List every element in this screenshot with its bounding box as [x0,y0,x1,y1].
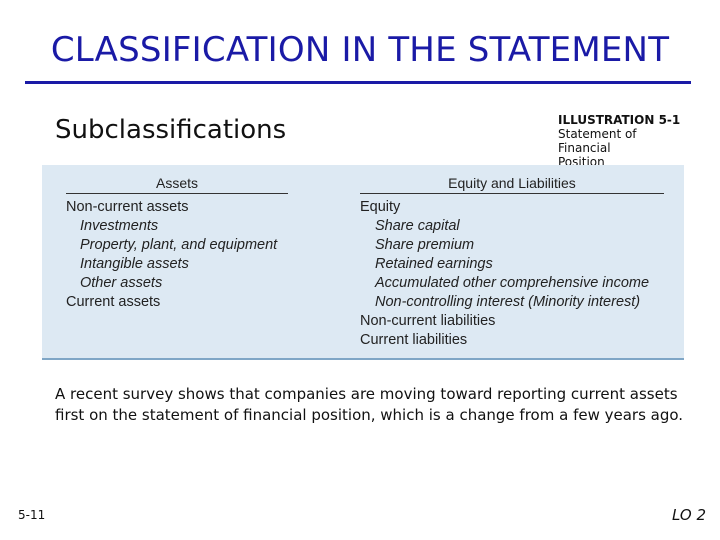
statement-panel [42,165,684,360]
slide-title: CLASSIFICATION IN THE STATEMENT [50,30,670,70]
assets-item: Non-current assets [66,199,189,215]
assets-item: Property, plant, and equipment [80,237,278,253]
equity-item: Share capital [375,218,460,234]
survey-paragraph: A recent survey shows that companies are moving toward reporting current assets first on the statement of financial position, which is a change from a few years ago. [55,385,684,424]
equity-item: Retained earnings [375,256,493,272]
illustration-caption-line: Position [558,155,605,165]
equity-item: Share premium [375,237,475,253]
illustration-caption [558,113,688,165]
subtitle: Subclassifications [55,115,287,145]
learning-objective: LO 2 [671,506,706,524]
assets-item: Intangible assets [80,256,189,272]
illustration-caption-line: Financial [558,141,611,155]
slide-number: 5-11 [18,508,46,522]
liabilities-item: Non-current liabilities [360,313,496,329]
liabilities-item: Current liabilities [360,332,468,348]
title-underline [25,81,691,84]
illustration-caption-line: Statement of [558,127,637,141]
assets-header: Assets [66,175,288,194]
assets-item: Other assets [80,275,163,291]
assets-item: Investments [80,218,159,234]
illustration-label: ILLUSTRATION 5-1 [558,113,681,127]
equity-item: Equity [360,199,401,215]
equity-item: Accumulated other comprehensive income [375,275,650,291]
assets-item: Current assets [66,294,161,310]
equity-liabilities-header: Equity and Liabilities [360,175,664,194]
equity-item: Non-controlling interest (Minority interest) [375,294,641,310]
